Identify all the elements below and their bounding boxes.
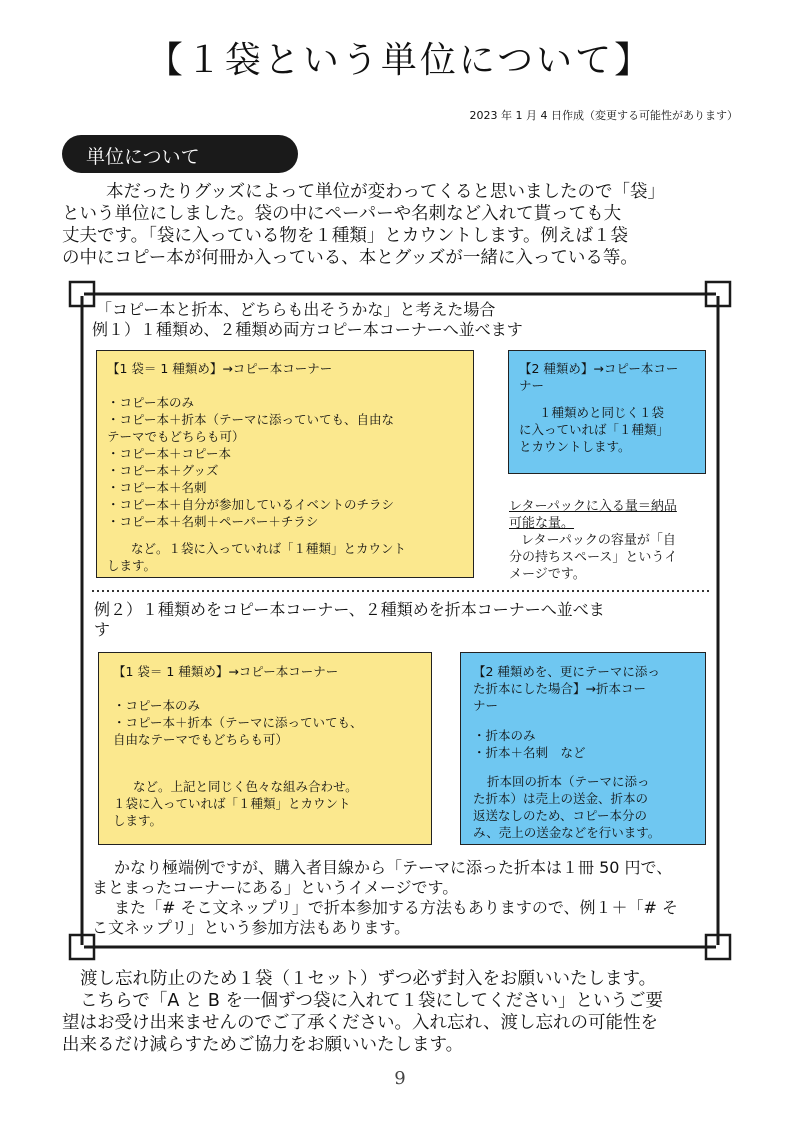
note-line: 分の持ちスペース」というイ: [509, 550, 678, 565]
footer-line: 出来るだけ減らすためご協力をお願いいたします。: [62, 1035, 464, 1055]
box-title: 【1 袋＝ 1 種類め】→コピー本コーナー: [113, 664, 339, 679]
closing-line: まとまったコーナーにある」というイメージです。: [92, 878, 459, 897]
box-note: など。上記と同じく色々な組み合わせ。: [133, 779, 358, 794]
box-title: 【2 種類め】→コピー本コー: [519, 361, 679, 376]
list-item: 自由なテーマでもどちらも可）: [113, 732, 289, 747]
creation-date-note: 2023 年 1 月 4 日作成（変更する可能性があります）: [469, 109, 738, 122]
example-heading-intro: 「コピー本と折本、どちらも出そうかな」と考えた場合: [96, 300, 496, 319]
box-title: た折本にした場合】→折本コー: [473, 681, 646, 696]
footer-line: 望はお受け出来ませんのでご了承ください。入れ忘れ、渡し忘れの可能性を: [62, 1013, 659, 1033]
list-item: ・コピー本のみ: [107, 395, 195, 410]
example2-heading: [94, 600, 714, 640]
closing-line: また「# そこ文ネップリ」で折本参加する方法もありますので、例１＋「# そ: [114, 898, 679, 917]
footer-line: 渡し忘れ防止のため１袋（１セット）ずつ必ず封入をお願いいたします。: [80, 969, 657, 989]
box-title: ナー: [519, 378, 545, 393]
box-title: 【2 種類めを、更にテーマに添っ: [473, 664, 660, 679]
box-body: とカウントします。: [519, 439, 631, 454]
intro-line: の中にコピー本が何冊か入っている、本とグッズが一緒に入っている等。: [62, 248, 638, 268]
box-title: ナー: [473, 698, 499, 713]
list-item: ・コピー本のみ: [113, 698, 201, 713]
box-title: 【1 袋＝ 1 種類め】→コピー本コーナー: [107, 361, 333, 376]
section-label-pill: [62, 135, 298, 173]
intro-line: 本だったりグッズによって単位が変わってくると思いましたので「袋」: [106, 182, 665, 202]
note-line: 可能な量。: [509, 516, 575, 531]
section-label: 単位について: [86, 146, 200, 168]
list-item: ・折本＋名刺 など: [473, 745, 586, 760]
letterpack-note: [509, 498, 709, 583]
example2-type1-box: [98, 652, 432, 845]
list-item: ・コピー本＋自分が参加しているイベントのチラシ: [107, 497, 395, 512]
intro-paragraph: [62, 181, 728, 269]
footer-paragraph: [62, 968, 742, 1056]
intro-line: という単位にしました。袋の中にペーパーや名刺など入れて貰っても大: [62, 204, 622, 224]
example1-heading: 例１）１種類め、２種類め両方コピー本コーナーへ並べます: [92, 320, 523, 339]
closing-paragraph: [92, 858, 722, 938]
list-item: ・コピー本＋コピー本: [107, 446, 232, 461]
list-item: ・折本のみ: [473, 728, 536, 743]
footer-line: こちらで「A と B を一個ずつ袋に入れて１袋にしてください」というご要: [80, 991, 663, 1011]
list-item: ・コピー本＋名刺: [107, 480, 207, 495]
note-line: レターパックの容量が「自: [521, 533, 676, 548]
box-body: た折本）は売上の送金、折本の: [473, 791, 649, 806]
list-item: ・コピー本＋折本（テーマに添っていても、: [113, 715, 363, 730]
list-item: ・コピー本＋グッズ: [107, 463, 219, 478]
intro-line: 丈夫です。「袋に入っている物を１種類」とカウントします。例えば１袋: [62, 226, 628, 246]
heading-line: 例２）１種類めをコピー本コーナー、２種類めを折本コーナーへ並べま: [94, 600, 605, 619]
page-title: 【１袋という単位について】: [146, 40, 654, 81]
example2-type2-box: [460, 652, 706, 845]
note-line: メージです。: [509, 567, 586, 582]
note-line: レターパックに入る量＝納品: [509, 499, 677, 514]
box-body: み、売上の送金などを行います。: [473, 825, 661, 840]
closing-line: こ文ネップリ」という参加方法もあります。: [92, 918, 411, 937]
box-note: します。: [107, 558, 157, 573]
box-body: 返送なしのため、コピー本分の: [473, 808, 648, 823]
list-item: ・コピー本＋折本（テーマに添っていても、自由な: [107, 412, 395, 427]
example1-type1-box: [96, 350, 474, 578]
box-note: １袋に入っていれば「１種類」とカウント: [113, 796, 351, 811]
box-body: 折本回の折本（テーマに添っ: [487, 774, 650, 789]
page-number: 9: [394, 1068, 406, 1089]
list-item: テーマでもどちらも可）: [107, 429, 245, 444]
box-note: します。: [113, 813, 163, 828]
box-note: など。１袋に入っていれば「１種類」とカウント: [131, 541, 407, 556]
list-item: ・コピー本＋名刺＋ペーパー＋チラシ: [107, 514, 319, 529]
box-body: に入っていれば「１種類」: [519, 422, 670, 437]
closing-line: かなり極端例ですが、購入者目線から「テーマに添った折本は１冊 50 円で、: [114, 858, 673, 877]
box-body: １種類めと同じく１袋: [539, 405, 665, 420]
heading-line: す: [94, 620, 111, 639]
example1-type2-box: [508, 350, 706, 474]
